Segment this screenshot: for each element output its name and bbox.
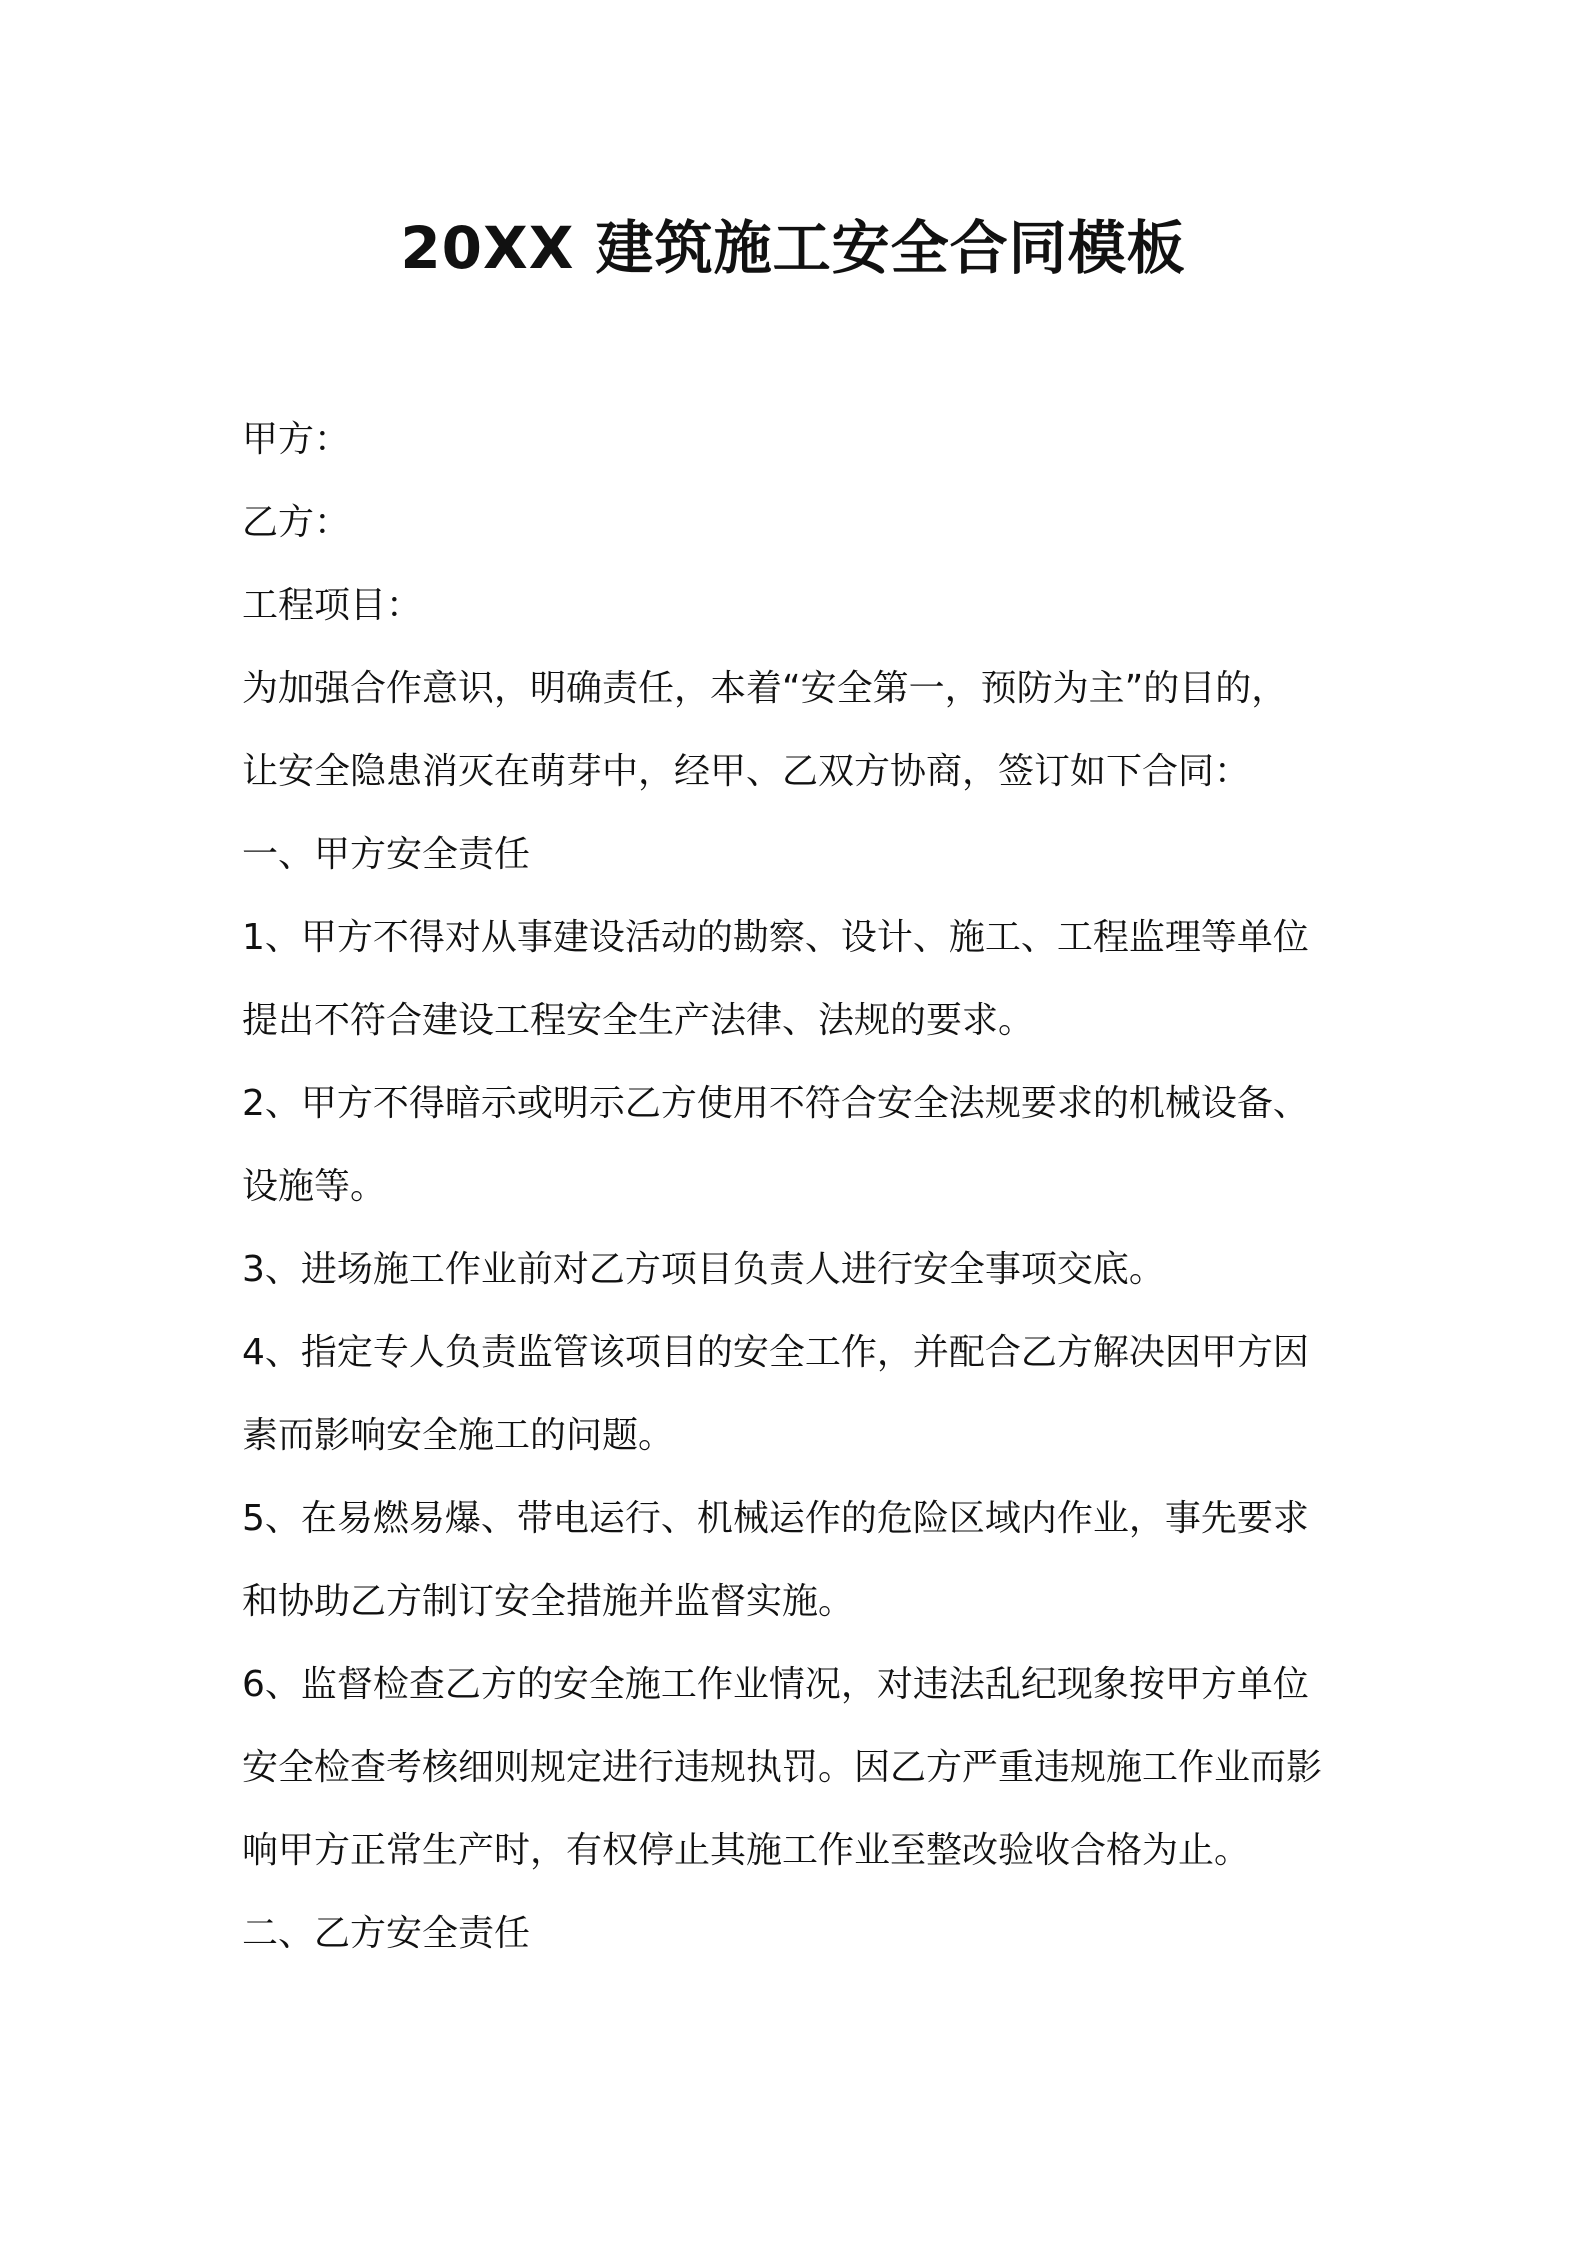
clause-2-line-2: 设施等。: [242, 1166, 387, 1207]
clause-2-line-1: 2、甲方不得暗示或明示乙方使用不符合安全法规要求的机械设备、: [242, 1083, 1309, 1124]
project-line: 工程项目：: [242, 585, 423, 626]
clause-1-line-1: 1、甲方不得对从事建设活动的勘察、设计、施工、工程监理等单位: [242, 917, 1309, 958]
clause-6-line-1: 6、监督检查乙方的安全施工作业情况，对违法乱纪现象按甲方单位: [242, 1664, 1309, 1705]
clause-6-line-2: 安全检查考核细则规定进行违规执罚。因乙方严重违规施工作业而影: [242, 1747, 1323, 1788]
party-b-line: 乙方：: [242, 502, 351, 543]
clause-4-line-2: 素而影响安全施工的问题。: [242, 1415, 675, 1456]
clause-3-line-1: 3、进场施工作业前对乙方项目负责人进行安全事项交底。: [242, 1249, 1165, 1290]
clause-1-line-2: 提出不符合建设工程安全生产法律、法规的要求。: [242, 1000, 1035, 1041]
document-body: [242, 398, 1362, 1975]
section-heading-party-b: 二、乙方安全责任: [242, 1913, 531, 1954]
document-title: 20XX 建筑施工安全合同模板: [400, 214, 1186, 282]
section-heading-party-a: 一、甲方安全责任: [242, 834, 531, 875]
clause-5-line-2: 和协助乙方制订安全措施并监督实施。: [242, 1581, 855, 1622]
clause-6-line-3: 响甲方正常生产时，有权停止其施工作业至整改验收合格为止。: [242, 1830, 1251, 1871]
clause-5-line-1: 5、在易燃易爆、带电运行、机械运作的危险区域内作业，事先要求: [242, 1498, 1309, 1539]
clause-4-line-1: 4、指定专人负责监管该项目的安全工作，并配合乙方解决因甲方因: [242, 1332, 1309, 1373]
intro-paragraph-line-2: 让安全隐患消灭在萌芽中，经甲、乙双方协商，签订如下合同：: [242, 751, 1251, 792]
intro-paragraph-line-1: 为加强合作意识，明确责任，本着“安全第一，预防为主”的目的，: [242, 668, 1288, 709]
party-a-line: 甲方：: [242, 419, 351, 460]
